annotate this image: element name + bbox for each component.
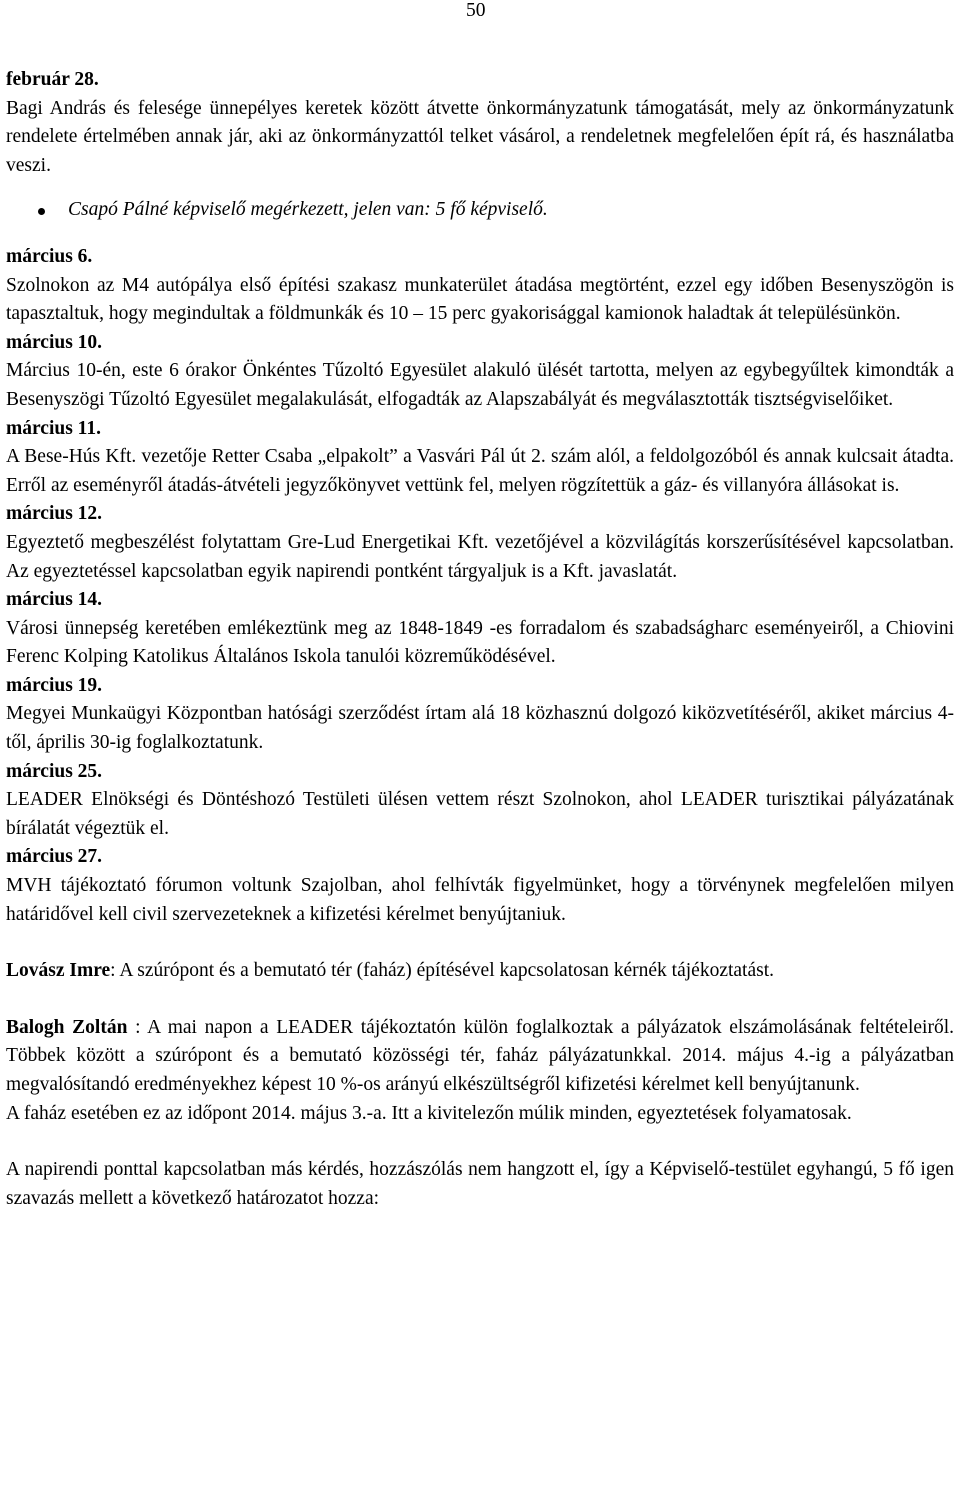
attendance-bullet <box>38 196 954 225</box>
entry-text: A Bese-Hús Kft. vezetője Retter Csaba „elpakolt” a Vasvári Pál út 2. szám alól, a feldolgozóból és annak kulcsait átadta. Erről az eseményről átadás-átvételi jegyzőkönyvet vettünk fel, melyen rögzítettük a gáz- és villanyóra állásokat is. <box>6 446 954 496</box>
entry-text: Egyeztető megbeszélést folytattam Gre-Lud Energetikai Kft. vezetőjével a közvilágítás korszerűsítésével kapcsolatban. Az egyeztetéssel kapcsolatban egyik napirendi pontként tárgyaljuk is a Kft. javaslatát. <box>6 531 954 582</box>
speaker-paragraph <box>6 1014 954 1100</box>
entry-date: március 25. <box>6 760 103 782</box>
bullet-text: Csapó Pálné képviselő megérkezett, jelen van: 5 fő képviselő. <box>68 199 548 221</box>
document-body <box>6 66 954 1213</box>
page-number: 50 <box>466 0 486 21</box>
entry-date: március 10. <box>6 331 103 353</box>
entry-date: március 12. <box>6 503 103 525</box>
speaker-name: Lovász Imre <box>6 960 111 982</box>
entry-date: március 27. <box>6 846 103 868</box>
entry-text: LEADER Elnökségi és Döntéshozó Testületi ülésen vettem részt Szolnokon, ahol LEADER turisztikai pályázatának bírálatát végeztük el. <box>6 789 954 839</box>
entry-text: Bagi András és felesége ünnepélyes keretek között átvette önkormányzatunk támogatását, mely az önkormányzatunk rendelete értelmében annak jár, aki az önkormányzattól telket vásárol, a rendeletnek megfelelően épít rá, és használatba veszi. <box>6 97 954 176</box>
entry-date: február 28. <box>6 69 99 90</box>
entry-date: március 11. <box>6 417 101 439</box>
speaker-separator: : <box>127 1016 141 1038</box>
speaker-paragraph <box>6 957 954 986</box>
bullet-dot-icon <box>38 208 45 215</box>
speaker-separator: : <box>110 960 116 982</box>
entry-text: Városi ünnepség keretében emlékeztünk meg az 1848-1849 -es forradalom és szabadságharc eseményeiről, a Chiovini Ferenc Kolping Katolikus Általános Iskola tanulói közreműködésével. <box>6 617 954 668</box>
entry-text: Március 10-én, este 6 órakor Önkéntes Tűzoltó Egyesület alakuló ülését tartotta, melyen az egybegyűltek kimondták a Besenyszögi Tűzoltó Egyesület megalakulását, elfogadták az Alapszabályát és megválasztották tisztségviselőiket. <box>6 360 954 410</box>
entry-text: MVH tájékoztató fórumon voltunk Szajolban, ahol felhívták figyelmünket, hogy a törvénynek megfelelően milyen határidővel kell civil szervezeteknek a kifizetési kérelmet benyújtaniuk. <box>6 875 954 925</box>
entry-date: március 14. <box>6 589 103 611</box>
speaker-text-continued: A faház esetében ez az időpont 2014. május 3.-a. Itt a kivitelezőn múlik minden, egyeztetések folyamatosak. <box>6 1102 852 1124</box>
speaker-text: A szúrópont és a bemutató tér (faház) építésével kapcsolatosan kérnék tájékoztatást. <box>115 960 775 982</box>
entry-text: Megyei Munkaügyi Központban hatósági szerződést írtam alá 18 közhasznú dolgozó kiközvetítéséről, akiket március 4-től, április 30-ig foglalkoztatunk. <box>6 703 954 754</box>
speaker-name: Balogh Zoltán <box>6 1016 128 1038</box>
closing-paragraph: A napirendi ponttal kapcsolatban más kérdés, hozzászólás nem hangzott el, így a Képviselő-testület egyhangú, 5 fő igen szavazás mellett a következő határozatot hozza: <box>6 1159 954 1209</box>
entry-text: Szolnokon az M4 autópálya első építési szakasz munkaterület átadása megtörtént, ezzel egy időben Besenyszögön is tapasztaltuk, hogy megindultak a földmunkák és 10 – 15 perc gyakorisággal kamionok haladtak át településünkön. <box>6 274 954 325</box>
entry-date: március 19. <box>6 674 103 696</box>
speaker-text: A mai napon a LEADER tájékoztatón külön foglalkoztak a pályázatok elszámolásának feltételeiről. Többek között a szúrópont és a bemutató közösségi tér, faház pályázatunkkal. 2014. május 4.-ig a pályázatban megvalósítandó eredményekhez képest 10 %-os arányú elkészültségről kifizetési kérelmet kell benyújtanunk. <box>6 1016 954 1095</box>
entry-date: március 6. <box>6 245 93 267</box>
